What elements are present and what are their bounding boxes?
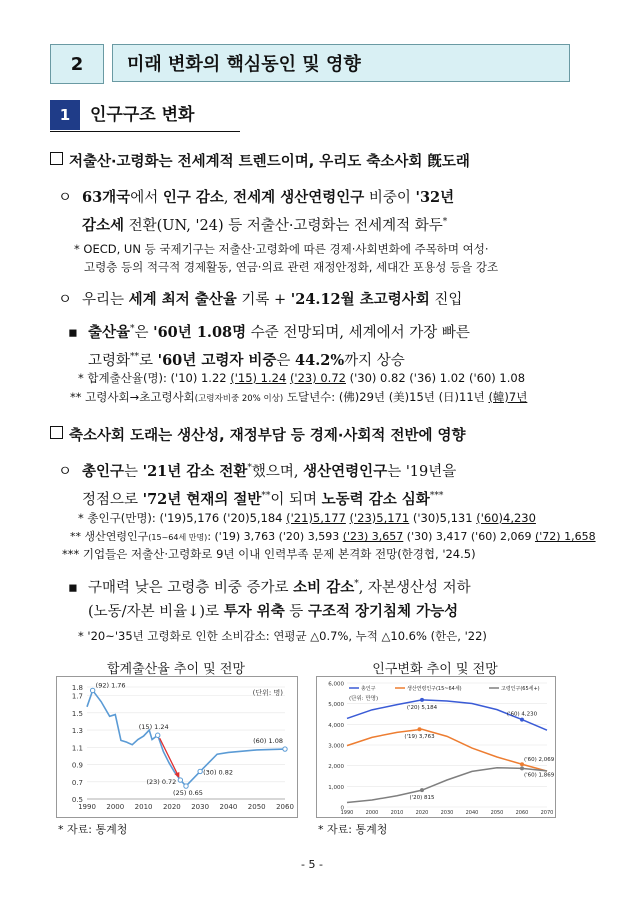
chart-2-y-tick: 1,000 (328, 784, 344, 791)
checkbox-square-icon (50, 426, 63, 439)
item-2-bullet-1: ㅇ 총인구는 '21년 감소 전환*했으며, 생산연령인구는 '19년을 정점으로 '72년 현재의 절반**이 되며 노동력 감소 심화*** (58, 462, 457, 508)
chart-1-data-point (178, 778, 182, 782)
chart-1-decline-arrow (160, 738, 179, 776)
chart-2-x-tick: 2060 (515, 810, 529, 816)
chart-1-data-label: (30) 0.82 (203, 768, 234, 777)
chart-2-x-tick: 2070 (540, 810, 554, 816)
chart-1-y-tick: 1.5 (71, 709, 83, 718)
chart-2-data-label: ('60) 2,069 (524, 757, 555, 764)
chart-1-x-tick: 2020 (162, 803, 181, 811)
chart-2-data-label: ('19) 3,763 (404, 734, 435, 741)
item-1-bullet-2: ㅇ 우리는 세계 최저 출산율 기록 + '24.12월 초고령사회 진입 (58, 291, 463, 308)
item-2-heading: 축소사회 도래는 생산성, 재정부담 등 경제·사회적 전반에 영향 (50, 424, 466, 445)
chart-1-data-label: (60) 1.08 (253, 737, 283, 746)
chart-1-data-label: (23) 0.72 (146, 778, 177, 787)
chart-2-title: 인구변화 추이 및 전망 (372, 662, 498, 677)
chart-1-x-tick: 1990 (78, 803, 96, 811)
chart-2-x-tick: 1990 (340, 810, 354, 816)
item-1-bullet-1: ㅇ 63개국에서 인구 감소, 전세계 생산연령인구 비중이 '32년 감소세 전환(UN, '24) 등 저출산·고령화는 전세계적 화두* (58, 189, 455, 234)
chart-1-y-tick: 1.1 (71, 744, 83, 753)
item-1-footnote-1: * 합계출산율(명): ('10) 1.22 ('15) 1.24 ('23) 0.72 ('30) 0.82 ('36) 1.02 ('60) 1.08 (78, 371, 526, 385)
chart-1-unit: (단위: 명) (252, 689, 283, 697)
chart-2-legend-label: 총인구 (361, 686, 376, 692)
checkbox-square-icon (50, 152, 63, 165)
chart-1-title: 합계출산율 추이 및 전망 (107, 662, 245, 677)
chart-1-y-tick: 0.7 (71, 778, 83, 787)
chart-2-y-tick: 3,000 (328, 743, 344, 750)
chart-2-x-tick: 2000 (365, 810, 379, 816)
item-2-footnote-1: * 총인구(만명): ('19)5,176 ('20)5,184 ('21)5,177 ('23)5,171 ('30)5,131 ('60)4,230 (78, 511, 536, 525)
chart-1-y-tick: 0.5 (71, 796, 83, 804)
chart-1-x-tick: 2000 (106, 803, 125, 811)
chart-2-source: * 자료: 통계청 (318, 823, 388, 836)
chart-1-data-label: (15) 1.24 (138, 723, 169, 732)
chart-2-legend-label: 생산연령인구(15~64세) (407, 686, 462, 692)
chart-2-data-point (420, 788, 424, 792)
chart-2-x-tick: 2020 (415, 810, 429, 816)
chart-2-data-point (520, 718, 524, 722)
chart-2-population (316, 676, 556, 818)
item-1-note-1: * OECD, UN 등 국제기구는 저출산·고령화에 따른 경제·사회변화에 주목하며 여성· 고령층 등의 적극적 경제활동, 연금·의료 관련 재정안정화, 세대간 포용성 등을 강조 (74, 242, 499, 274)
chart-2-data-label: ('60) 1,869 (524, 772, 555, 779)
chart-1-data-label: (92) 1.76 (95, 681, 126, 690)
chart-2-x-tick: 2040 (465, 810, 479, 816)
item-2-footnote-3: *** 기업들은 저출산·고령화로 9년 이내 인력부족 문제 본격화 전망(한경협, '24.5) (62, 547, 476, 561)
chart-1-data-point (184, 784, 188, 788)
chart-2-data-label: ('20) 815 (409, 795, 435, 802)
chart-1-y-tick: 1.3 (71, 727, 83, 736)
chart-1-data-point (283, 747, 287, 751)
chart-1-y-tick: 0.9 (71, 761, 83, 770)
item-1-heading: 저출산·고령화는 전세계적 트렌드이며, 우리도 축소사회 旣도래 (50, 150, 470, 171)
chart-2-data-point (418, 727, 422, 731)
chart-2-data-point (420, 698, 424, 702)
chart-2-unit: (단위: 만명) (349, 696, 379, 702)
chart-1-data-point (90, 688, 94, 692)
chart-2-y-tick: 0 (340, 805, 344, 812)
chart-2-data-label: ('60) 4,230 (506, 711, 538, 718)
chart-1-x-tick: 2040 (219, 803, 238, 811)
chart-1-data-point (198, 769, 202, 773)
chart-2-series-line (347, 729, 547, 771)
subsection-underline (50, 131, 240, 132)
chart-2-series-line (347, 768, 547, 803)
chart-2-x-tick: 2010 (390, 810, 404, 816)
page-number: - 5 - (301, 858, 323, 871)
item-1-bullet-3: ▪ 출산율*은 '60년 1.08명 수준 전망되며, 세계에서 가장 빠른 고령화**로 '60년 고령자 비중은 44.2%까지 상승 (68, 323, 470, 369)
chart-1-data-label: (25) 0.65 (173, 789, 203, 798)
subsection-title: 인구구조 변화 (90, 105, 195, 125)
chart-2-data-point (520, 766, 524, 770)
chart-2-data-label: ('20) 5,184 (406, 704, 438, 711)
chart-2-x-tick: 2030 (440, 810, 454, 816)
chart-2-y-tick: 6,000 (328, 681, 344, 688)
item-2-footnote-2: ** 생산연령인구(15~64세 만명): ('19) 3,763 ('20) 3,593 ('23) 3,657 ('30) 3,417 ('60) 2,069 ('72) 1,658 (70, 530, 596, 543)
chart-2-x-tick: 2050 (490, 810, 504, 816)
item-1-footnote-2: ** 고령사회→초고령사회(고령자비중 20% 이상) 도달년수: (佛)29년 (美)15년 (日)11년 (韓)7년 (70, 390, 528, 404)
chart-1-x-tick: 2060 (276, 803, 294, 811)
section-title: 미래 변화의 핵심동인 및 영향 (112, 44, 570, 82)
chart-2-y-tick: 2,000 (328, 764, 344, 771)
chart-1-data-point (156, 733, 160, 737)
chart-1-x-tick: 2010 (134, 803, 153, 811)
item-2-footnote-4: * '20~'35년 고령화로 인한 소비감소: 연평균 △0.7%, 누적 △10.6% (한은, '22) (78, 629, 487, 643)
chart-2-y-tick: 4,000 (328, 722, 344, 729)
chart-1-x-tick: 2030 (191, 803, 210, 811)
chart-2-y-tick: 5,000 (328, 702, 344, 709)
chart-1-y-tick: 1.8 (71, 684, 83, 692)
subsection-number: 1 (50, 100, 80, 130)
chart-1-source: * 자료: 통계청 (58, 823, 128, 836)
chart-2-legend-label: 고령인구(65세+) (501, 686, 540, 692)
section-number: 2 (50, 44, 104, 84)
item-2-bullet-2: ▪ 구매력 낮은 고령층 비중 증가로 소비 감소*, 자본생산성 저하 (노동/자본 비율↓)로 투자 위축 등 구조적 장기침체 가능성 (68, 578, 471, 620)
chart-1-x-tick: 2050 (247, 803, 266, 811)
chart-1-fertility-rate (56, 676, 298, 818)
chart-1-y-tick: 1.7 (71, 692, 83, 701)
